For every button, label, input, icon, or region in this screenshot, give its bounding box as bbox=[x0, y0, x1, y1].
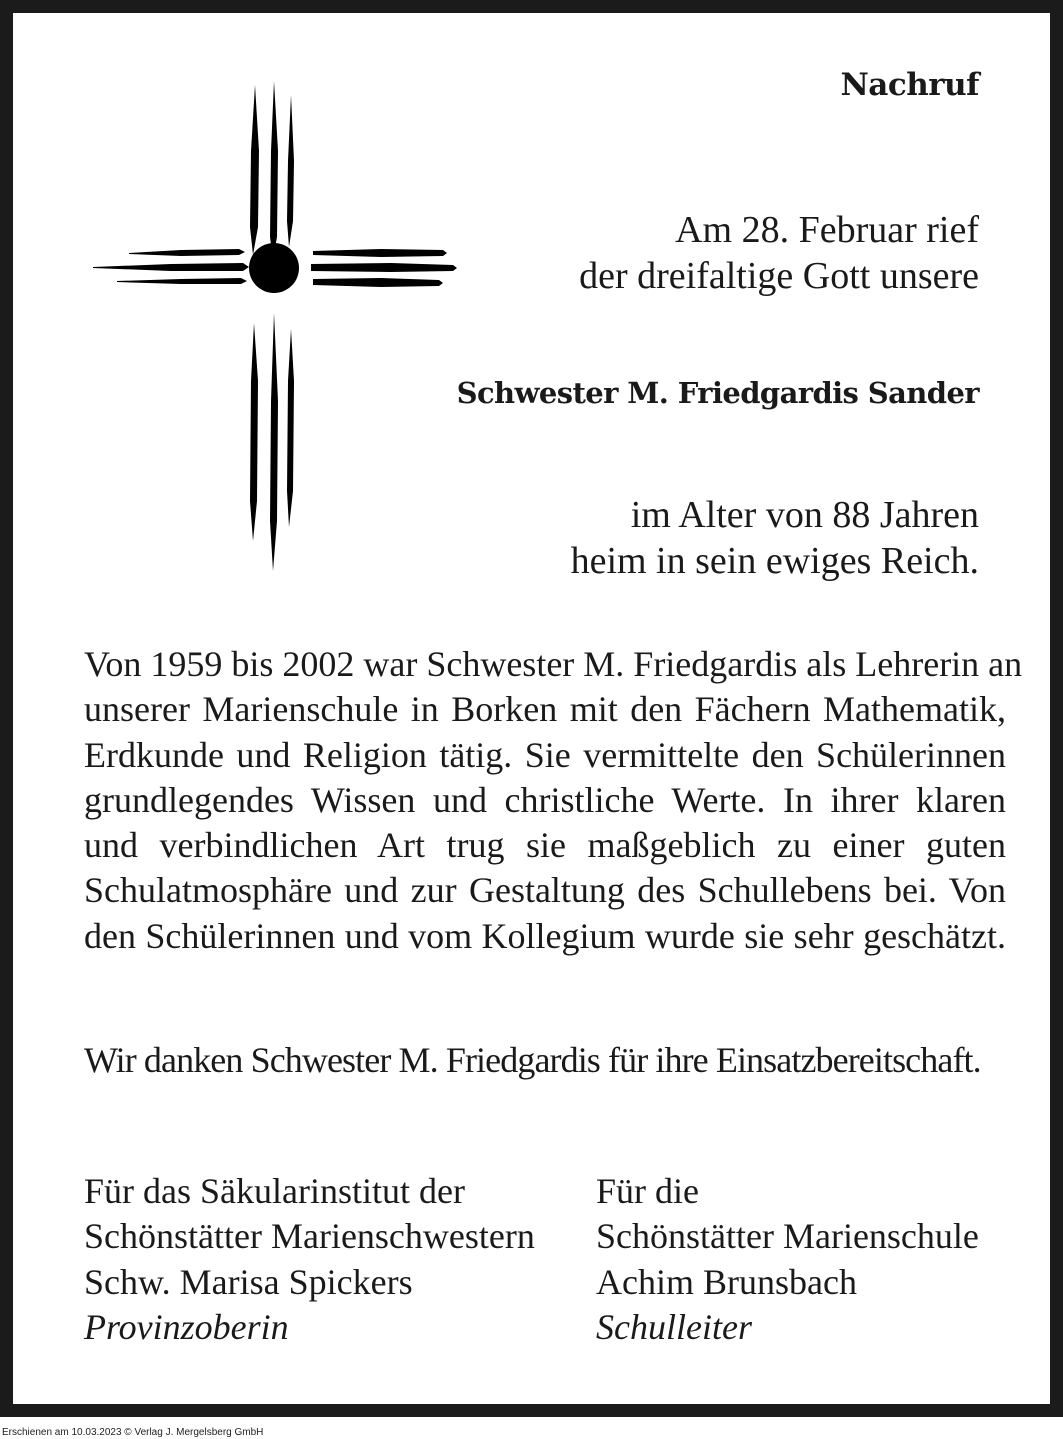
signature-block-right bbox=[596, 1169, 979, 1350]
intro-line: der dreifaltige Gott unsere bbox=[579, 255, 979, 297]
signer-name: Schw. Marisa Spickers bbox=[84, 1261, 413, 1302]
biography-line: unserer Marienschule in Borken mit den Fächern Mathematik, bbox=[84, 689, 1006, 730]
signature-block-left bbox=[84, 1169, 535, 1350]
biography-line: Schulatmosphäre und zur Gestaltung des Schullebens bei. Von bbox=[84, 870, 1006, 911]
intro-text bbox=[579, 207, 979, 299]
intro-line: Am 28. Februar rief bbox=[675, 209, 979, 251]
publication-footer: Erschienen am 10.03.2023 © Verlag J. Mergelsberg GmbH bbox=[2, 1427, 264, 1438]
cross-icon bbox=[91, 81, 459, 575]
age-line: heim in sein ewiges Reich. bbox=[570, 540, 979, 582]
biography-line: Von 1959 bis 2002 war Schwester M. Friedgardis als Lehrerin an bbox=[84, 644, 1023, 684]
biography-line: grundlegendes Wissen und christliche Werte. In ihrer klaren bbox=[84, 779, 1006, 820]
signature-org-line: Schönstätter Marienschwestern bbox=[84, 1216, 535, 1257]
signature-org-line: Für das Säkularinstitut der bbox=[84, 1171, 465, 1211]
signer-role: Provinzoberin bbox=[84, 1306, 289, 1347]
deceased-name: Schwester M. Friedgardis Sander bbox=[456, 376, 979, 410]
biography-line: und verbindlichen Art trug sie maßgeblich zu einer guten bbox=[84, 825, 1006, 866]
signer-name: Achim Brunsbach bbox=[596, 1261, 857, 1302]
thanks-text: Wir danken Schwester M. Friedgardis für ihre Einsatzbereitschaft. bbox=[84, 1040, 981, 1080]
signature-org-line: Für die bbox=[596, 1171, 699, 1211]
biography-paragraph bbox=[84, 642, 1023, 959]
age-text bbox=[571, 492, 979, 584]
signature-org-line: Schönstätter Marienschule bbox=[596, 1216, 979, 1257]
biography-line: den Schülerinnen und vom Kollegium wurde sie sehr geschätzt. bbox=[84, 915, 1006, 956]
age-line: im Alter von 88 Jahren bbox=[630, 494, 979, 536]
biography-line: Erdkunde und Religion tätig. Sie vermittelte den Schülerinnen bbox=[84, 734, 1006, 775]
notice-heading: Nachruf bbox=[840, 67, 979, 103]
signer-role: Schulleiter bbox=[596, 1306, 752, 1347]
